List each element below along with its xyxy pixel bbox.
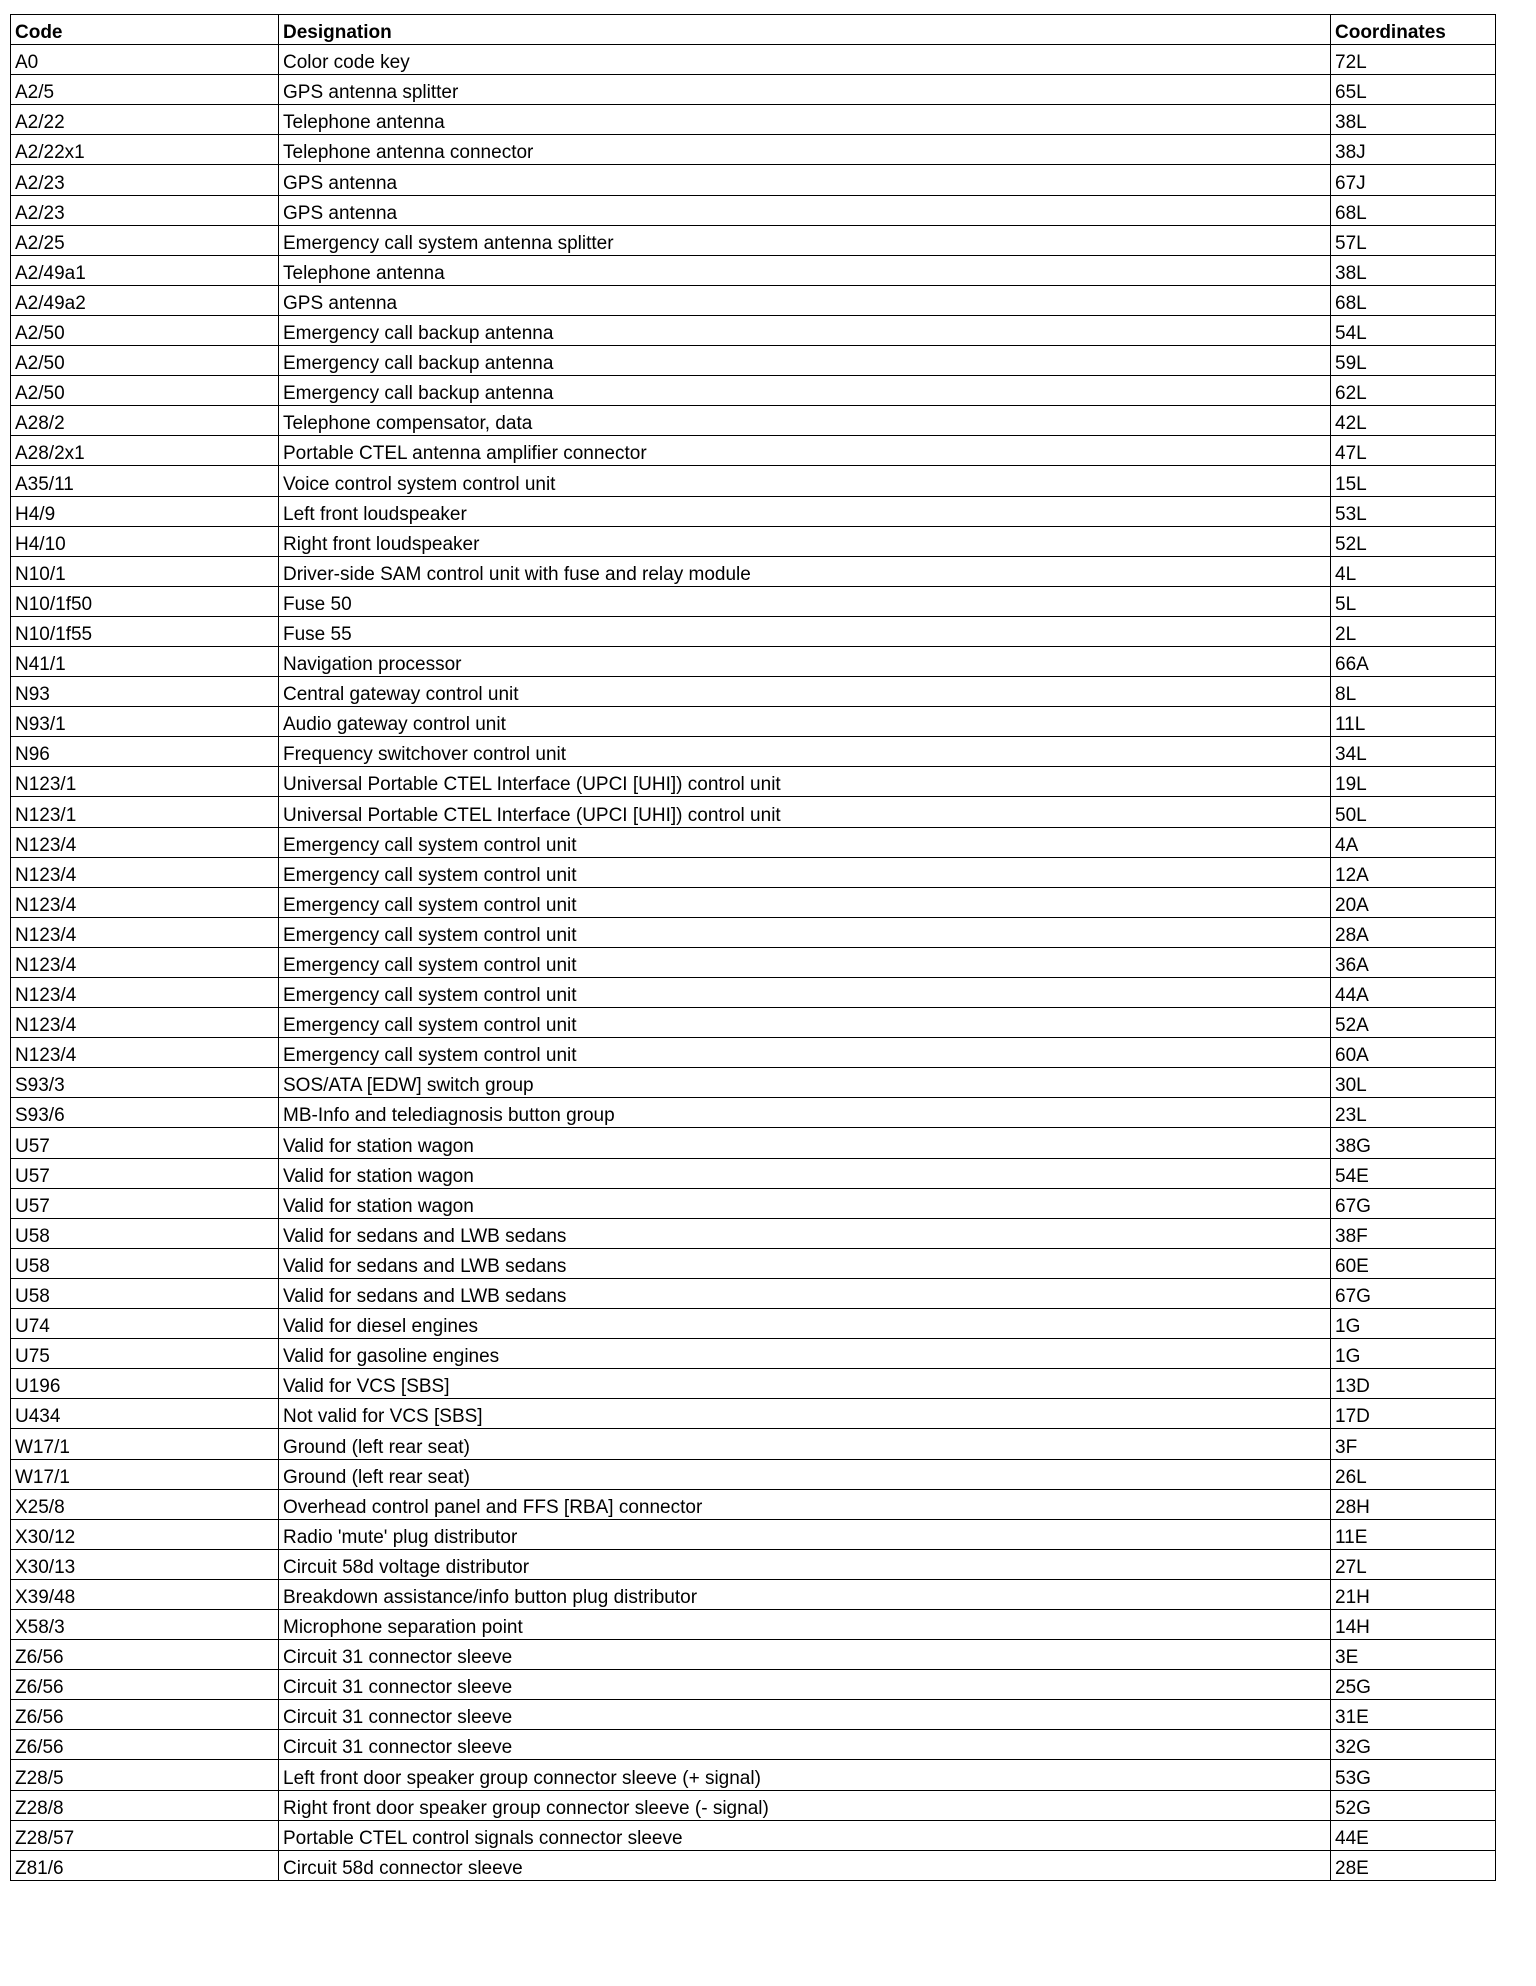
code-cell: Z81/6 [11, 1850, 279, 1880]
designation-cell: Valid for station wagon [279, 1128, 1331, 1158]
table-row [11, 1339, 1496, 1369]
table-row [11, 646, 1496, 676]
designation-cell: Left front door speaker group connector sleeve (+ signal) [279, 1760, 1331, 1790]
coordinates-cell: 38L [1331, 255, 1496, 285]
designation-cell: Right front door speaker group connector sleeve (- signal) [279, 1790, 1331, 1820]
table-row [11, 586, 1496, 616]
coordinates-cell: 25G [1331, 1670, 1496, 1700]
designation-cell: Breakdown assistance/info button plug distributor [279, 1579, 1331, 1609]
code-cell: N123/4 [11, 917, 279, 947]
code-cell: N93/1 [11, 707, 279, 737]
code-cell: Z6/56 [11, 1640, 279, 1670]
table-row [11, 797, 1496, 827]
coordinates-cell: 53L [1331, 496, 1496, 526]
component-table-container [10, 14, 1495, 1881]
table-body [11, 45, 1496, 1881]
designation-cell: Valid for sedans and LWB sedans [279, 1248, 1331, 1278]
coordinates-cell: 59L [1331, 346, 1496, 376]
code-cell: N41/1 [11, 646, 279, 676]
coordinates-cell: 52L [1331, 526, 1496, 556]
table-row [11, 556, 1496, 586]
table-row [11, 496, 1496, 526]
code-cell: N123/4 [11, 1038, 279, 1068]
code-cell: N123/4 [11, 857, 279, 887]
code-cell: U196 [11, 1369, 279, 1399]
table-row [11, 917, 1496, 947]
table-row [11, 616, 1496, 646]
designation-cell: Portable CTEL control signals connector sleeve [279, 1820, 1331, 1850]
table-row [11, 1309, 1496, 1339]
code-cell: X58/3 [11, 1609, 279, 1639]
coordinates-cell: 12A [1331, 857, 1496, 887]
code-cell: U74 [11, 1309, 279, 1339]
coordinates-cell: 8L [1331, 677, 1496, 707]
coordinates-cell: 42L [1331, 406, 1496, 436]
component-table [10, 14, 1496, 1881]
coordinates-cell: 67G [1331, 1278, 1496, 1308]
table-row [11, 1098, 1496, 1128]
designation-cell: Microphone separation point [279, 1609, 1331, 1639]
coordinates-cell: 32G [1331, 1730, 1496, 1760]
code-cell: Z28/57 [11, 1820, 279, 1850]
table-row [11, 737, 1496, 767]
code-cell: X39/48 [11, 1579, 279, 1609]
table-row [11, 1820, 1496, 1850]
code-cell: U57 [11, 1158, 279, 1188]
code-cell: X25/8 [11, 1489, 279, 1519]
header-designation: Designation [279, 15, 1331, 45]
designation-cell: Universal Portable CTEL Interface (UPCI [UHI]) control unit [279, 767, 1331, 797]
designation-cell: Color code key [279, 45, 1331, 75]
coordinates-cell: 3F [1331, 1429, 1496, 1459]
table-row [11, 1850, 1496, 1880]
table-row [11, 1068, 1496, 1098]
coordinates-cell: 26L [1331, 1459, 1496, 1489]
coordinates-cell: 28H [1331, 1489, 1496, 1519]
designation-cell: Audio gateway control unit [279, 707, 1331, 737]
code-cell: A2/49a1 [11, 255, 279, 285]
designation-cell: GPS antenna splitter [279, 75, 1331, 105]
code-cell: U58 [11, 1278, 279, 1308]
coordinates-cell: 20A [1331, 887, 1496, 917]
table-row [11, 677, 1496, 707]
table-row [11, 1489, 1496, 1519]
code-cell: Z28/5 [11, 1760, 279, 1790]
coordinates-cell: 11E [1331, 1519, 1496, 1549]
code-cell: S93/3 [11, 1068, 279, 1098]
table-row [11, 195, 1496, 225]
code-cell: A2/50 [11, 376, 279, 406]
table-row [11, 225, 1496, 255]
table-row [11, 1038, 1496, 1068]
header-code: Code [11, 15, 279, 45]
designation-cell: Navigation processor [279, 646, 1331, 676]
table-row [11, 376, 1496, 406]
code-cell: N123/1 [11, 797, 279, 827]
code-cell: Z6/56 [11, 1670, 279, 1700]
table-row [11, 1429, 1496, 1459]
code-cell: N10/1f50 [11, 586, 279, 616]
table-row [11, 1579, 1496, 1609]
table-row [11, 1008, 1496, 1038]
designation-cell: Valid for station wagon [279, 1158, 1331, 1188]
designation-cell: Valid for sedans and LWB sedans [279, 1278, 1331, 1308]
table-row [11, 857, 1496, 887]
coordinates-cell: 28A [1331, 917, 1496, 947]
designation-cell: Left front loudspeaker [279, 496, 1331, 526]
table-row [11, 255, 1496, 285]
coordinates-cell: 68L [1331, 285, 1496, 315]
coordinates-cell: 3E [1331, 1640, 1496, 1670]
coordinates-cell: 38J [1331, 135, 1496, 165]
coordinates-cell: 44A [1331, 978, 1496, 1008]
code-cell: U57 [11, 1128, 279, 1158]
table-row [11, 1369, 1496, 1399]
code-cell: N123/4 [11, 978, 279, 1008]
coordinates-cell: 28E [1331, 1850, 1496, 1880]
coordinates-cell: 1G [1331, 1309, 1496, 1339]
table-row [11, 526, 1496, 556]
designation-cell: Emergency call system control unit [279, 978, 1331, 1008]
code-cell: A2/23 [11, 165, 279, 195]
coordinates-cell: 11L [1331, 707, 1496, 737]
table-row [11, 1128, 1496, 1158]
table-row [11, 947, 1496, 977]
table-row [11, 436, 1496, 466]
coordinates-cell: 57L [1331, 225, 1496, 255]
table-row [11, 827, 1496, 857]
code-cell: A0 [11, 45, 279, 75]
code-cell: N96 [11, 737, 279, 767]
table-row [11, 1519, 1496, 1549]
coordinates-cell: 23L [1331, 1098, 1496, 1128]
code-cell: N10/1f55 [11, 616, 279, 646]
table-row [11, 767, 1496, 797]
table-row [11, 1399, 1496, 1429]
coordinates-cell: 66A [1331, 646, 1496, 676]
designation-cell: Valid for station wagon [279, 1188, 1331, 1218]
designation-cell: Ground (left rear seat) [279, 1429, 1331, 1459]
designation-cell: GPS antenna [279, 285, 1331, 315]
table-row [11, 406, 1496, 436]
coordinates-cell: 34L [1331, 737, 1496, 767]
table-row [11, 1790, 1496, 1820]
table-row [11, 1459, 1496, 1489]
table-row [11, 978, 1496, 1008]
coordinates-cell: 54E [1331, 1158, 1496, 1188]
code-cell: U75 [11, 1339, 279, 1369]
table-row [11, 105, 1496, 135]
coordinates-cell: 72L [1331, 45, 1496, 75]
designation-cell: Driver-side SAM control unit with fuse and relay module [279, 556, 1331, 586]
designation-cell: GPS antenna [279, 165, 1331, 195]
header-coordinates: Coordinates [1331, 15, 1496, 45]
table-row [11, 887, 1496, 917]
coordinates-cell: 31E [1331, 1700, 1496, 1730]
designation-cell: Emergency call system control unit [279, 887, 1331, 917]
designation-cell: Central gateway control unit [279, 677, 1331, 707]
designation-cell: Circuit 31 connector sleeve [279, 1670, 1331, 1700]
code-cell: S93/6 [11, 1098, 279, 1128]
designation-cell: Valid for gasoline engines [279, 1339, 1331, 1369]
designation-cell: Emergency call system control unit [279, 1008, 1331, 1038]
code-cell: W17/1 [11, 1429, 279, 1459]
table-row [11, 1158, 1496, 1188]
designation-cell: Ground (left rear seat) [279, 1459, 1331, 1489]
code-cell: X30/13 [11, 1549, 279, 1579]
designation-cell: Circuit 31 connector sleeve [279, 1700, 1331, 1730]
designation-cell: Telephone antenna [279, 255, 1331, 285]
designation-cell: Frequency switchover control unit [279, 737, 1331, 767]
coordinates-cell: 38G [1331, 1128, 1496, 1158]
coordinates-cell: 38L [1331, 105, 1496, 135]
designation-cell: Telephone antenna [279, 105, 1331, 135]
code-cell: A2/49a2 [11, 285, 279, 315]
coordinates-cell: 52G [1331, 1790, 1496, 1820]
table-row [11, 315, 1496, 345]
designation-cell: Circuit 58d connector sleeve [279, 1850, 1331, 1880]
table-header-row [11, 15, 1496, 45]
designation-cell: Overhead control panel and FFS [RBA] connector [279, 1489, 1331, 1519]
designation-cell: Radio 'mute' plug distributor [279, 1519, 1331, 1549]
coordinates-cell: 13D [1331, 1369, 1496, 1399]
designation-cell: Telephone compensator, data [279, 406, 1331, 436]
table-row [11, 1188, 1496, 1218]
designation-cell: Circuit 31 connector sleeve [279, 1730, 1331, 1760]
table-row [11, 1700, 1496, 1730]
coordinates-cell: 50L [1331, 797, 1496, 827]
coordinates-cell: 52A [1331, 1008, 1496, 1038]
code-cell: U58 [11, 1248, 279, 1278]
code-cell: A2/22 [11, 105, 279, 135]
code-cell: A35/11 [11, 466, 279, 496]
code-cell: Z28/8 [11, 1790, 279, 1820]
table-row [11, 1218, 1496, 1248]
designation-cell: Universal Portable CTEL Interface (UPCI [UHI]) control unit [279, 797, 1331, 827]
code-cell: N93 [11, 677, 279, 707]
table-row [11, 165, 1496, 195]
code-cell: A2/22x1 [11, 135, 279, 165]
coordinates-cell: 54L [1331, 315, 1496, 345]
coordinates-cell: 38F [1331, 1218, 1496, 1248]
code-cell: A2/23 [11, 195, 279, 225]
table-row [11, 135, 1496, 165]
coordinates-cell: 21H [1331, 1579, 1496, 1609]
table-row [11, 1640, 1496, 1670]
code-cell: N123/4 [11, 1008, 279, 1038]
code-cell: H4/9 [11, 496, 279, 526]
code-cell: A28/2 [11, 406, 279, 436]
table-row [11, 707, 1496, 737]
coordinates-cell: 68L [1331, 195, 1496, 225]
designation-cell: MB-Info and telediagnosis button group [279, 1098, 1331, 1128]
code-cell: N123/4 [11, 887, 279, 917]
designation-cell: Telephone antenna connector [279, 135, 1331, 165]
table-row [11, 45, 1496, 75]
designation-cell: Fuse 55 [279, 616, 1331, 646]
coordinates-cell: 60E [1331, 1248, 1496, 1278]
code-cell: N123/4 [11, 947, 279, 977]
coordinates-cell: 4A [1331, 827, 1496, 857]
designation-cell: GPS antenna [279, 195, 1331, 225]
code-cell: A2/5 [11, 75, 279, 105]
designation-cell: Emergency call system antenna splitter [279, 225, 1331, 255]
coordinates-cell: 2L [1331, 616, 1496, 646]
designation-cell: Emergency call backup antenna [279, 346, 1331, 376]
coordinates-cell: 67J [1331, 165, 1496, 195]
coordinates-cell: 27L [1331, 1549, 1496, 1579]
table-row [11, 1278, 1496, 1308]
coordinates-cell: 62L [1331, 376, 1496, 406]
designation-cell: Emergency call system control unit [279, 1038, 1331, 1068]
code-cell: U434 [11, 1399, 279, 1429]
designation-cell: Emergency call system control unit [279, 857, 1331, 887]
table-row [11, 346, 1496, 376]
coordinates-cell: 4L [1331, 556, 1496, 586]
code-cell: A2/25 [11, 225, 279, 255]
code-cell: A28/2x1 [11, 436, 279, 466]
table-row [11, 1609, 1496, 1639]
table-row [11, 1549, 1496, 1579]
coordinates-cell: 47L [1331, 436, 1496, 466]
designation-cell: Emergency call system control unit [279, 827, 1331, 857]
code-cell: Z6/56 [11, 1700, 279, 1730]
table-row [11, 75, 1496, 105]
designation-cell: Emergency call backup antenna [279, 315, 1331, 345]
designation-cell: Portable CTEL antenna amplifier connector [279, 436, 1331, 466]
designation-cell: Valid for VCS [SBS] [279, 1369, 1331, 1399]
code-cell: U57 [11, 1188, 279, 1218]
table-row [11, 1670, 1496, 1700]
table-row [11, 1248, 1496, 1278]
designation-cell: Valid for sedans and LWB sedans [279, 1218, 1331, 1248]
coordinates-cell: 15L [1331, 466, 1496, 496]
coordinates-cell: 36A [1331, 947, 1496, 977]
code-cell: A2/50 [11, 346, 279, 376]
table-row [11, 466, 1496, 496]
coordinates-cell: 1G [1331, 1339, 1496, 1369]
designation-cell: Emergency call system control unit [279, 947, 1331, 977]
code-cell: W17/1 [11, 1459, 279, 1489]
coordinates-cell: 30L [1331, 1068, 1496, 1098]
designation-cell: SOS/ATA [EDW] switch group [279, 1068, 1331, 1098]
designation-cell: Voice control system control unit [279, 466, 1331, 496]
coordinates-cell: 5L [1331, 586, 1496, 616]
designation-cell: Circuit 58d voltage distributor [279, 1549, 1331, 1579]
code-cell: U58 [11, 1218, 279, 1248]
code-cell: Z6/56 [11, 1730, 279, 1760]
code-cell: N123/4 [11, 827, 279, 857]
table-row [11, 285, 1496, 315]
designation-cell: Right front loudspeaker [279, 526, 1331, 556]
coordinates-cell: 44E [1331, 1820, 1496, 1850]
coordinates-cell: 60A [1331, 1038, 1496, 1068]
code-cell: H4/10 [11, 526, 279, 556]
designation-cell: Circuit 31 connector sleeve [279, 1640, 1331, 1670]
designation-cell: Fuse 50 [279, 586, 1331, 616]
table-row [11, 1760, 1496, 1790]
coordinates-cell: 14H [1331, 1609, 1496, 1639]
coordinates-cell: 53G [1331, 1760, 1496, 1790]
designation-cell: Not valid for VCS [SBS] [279, 1399, 1331, 1429]
code-cell: N123/1 [11, 767, 279, 797]
designation-cell: Emergency call backup antenna [279, 376, 1331, 406]
table-row [11, 1730, 1496, 1760]
code-cell: A2/50 [11, 315, 279, 345]
designation-cell: Valid for diesel engines [279, 1309, 1331, 1339]
coordinates-cell: 65L [1331, 75, 1496, 105]
designation-cell: Emergency call system control unit [279, 917, 1331, 947]
coordinates-cell: 17D [1331, 1399, 1496, 1429]
coordinates-cell: 19L [1331, 767, 1496, 797]
code-cell: N10/1 [11, 556, 279, 586]
coordinates-cell: 67G [1331, 1188, 1496, 1218]
code-cell: X30/12 [11, 1519, 279, 1549]
